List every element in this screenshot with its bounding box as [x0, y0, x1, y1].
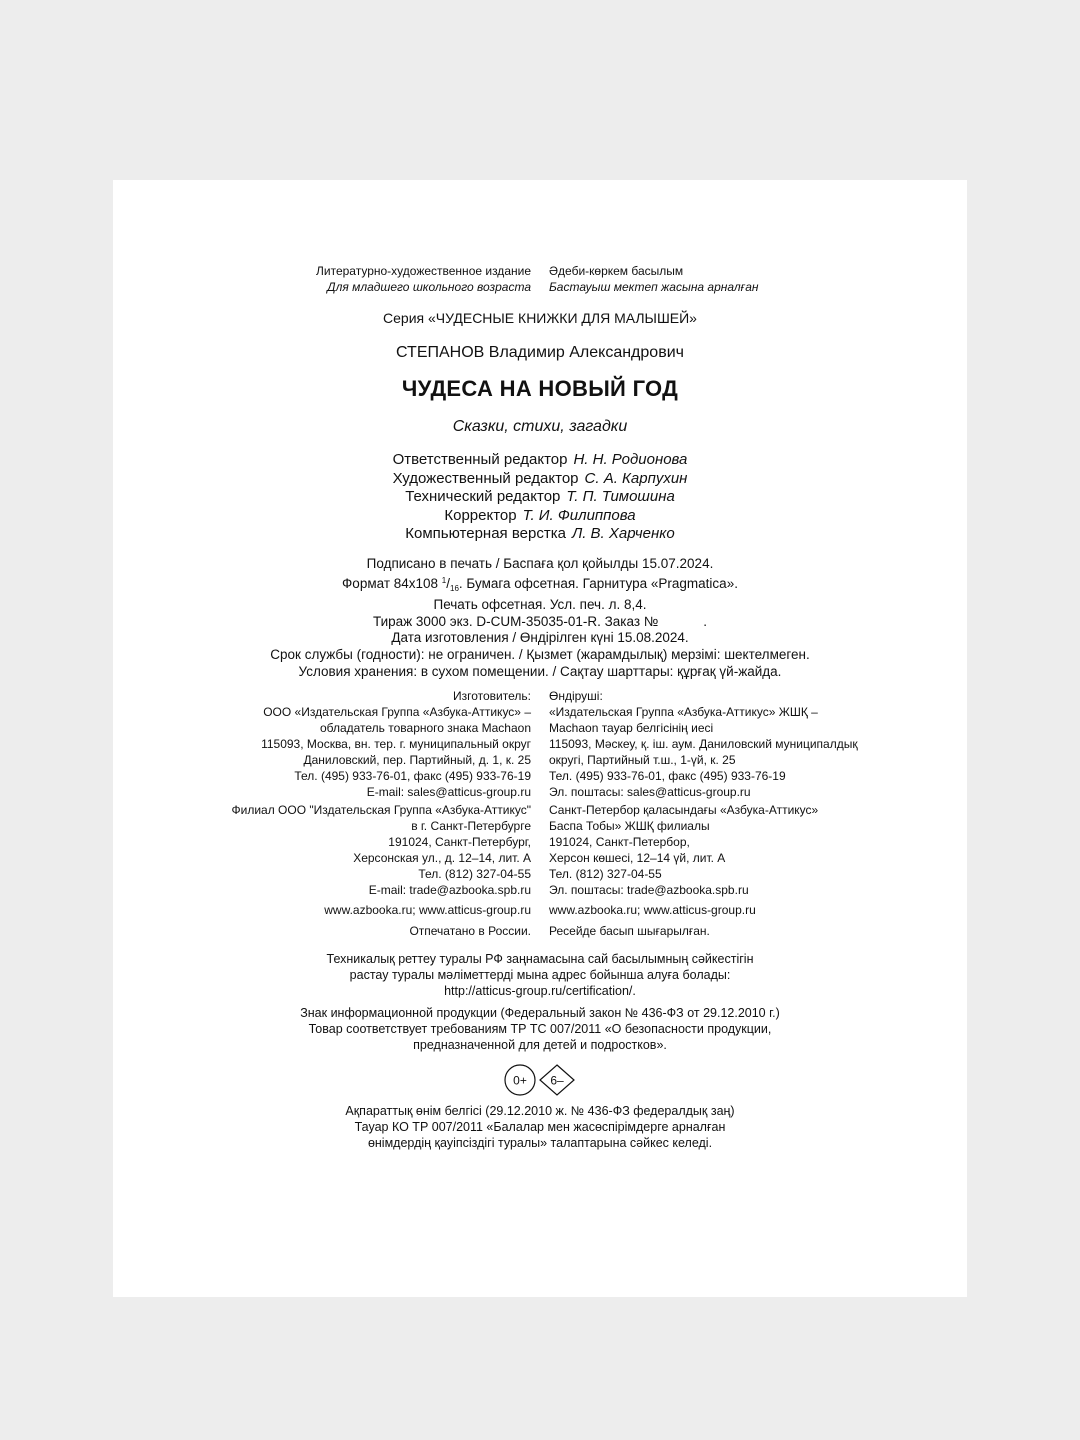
- editorial-staff: [113, 451, 967, 544]
- manufacturer-kz: Өндіруші: «Издательская Группа «Азбука-Аттикус» ЖШҚ – Machaon тауар белгісінің иесі 115093, Мәскеу, қ. іш. аум. Даниловский муниципалдық округі, Партийный т.ш., 1-үй, к. 25 Тел. (495) 933-76-01, факс (495) 933-76-19 Эл. поштасы: sales@atticus-group.ru: [549, 689, 858, 799]
- book-title: ЧУДЕСА НА НОВЫЙ ГОД: [401, 376, 679, 401]
- staff-row: Корректор Т. И. Филиппова: [444, 506, 636, 524]
- format-line: Формат 84х108 $^1/_{16}$. Бумага офсетная. Гарнитура «Pragmatica».: [342, 575, 738, 593]
- website-links-ru: www.azbooka.ru; www.atticus-group.ru: [324, 903, 531, 917]
- book-imprint-page: [113, 180, 967, 1297]
- age-group-ru: Для младшего школьного возраста: [327, 279, 531, 294]
- kz-info-product-note: Ақпараттық өнім белгісі (29.12.2010 ж. № 436-ФЗ федералдық заң) Тауар КО ТР 007/2011 «Балалар мен жасөспірімдерге арналған өнімдердің қауіпсіздігі туралы» талаптарына сәйкес келеді.: [345, 1104, 735, 1150]
- printed-in-ru: Отпечатано в России.: [409, 924, 531, 938]
- edition-type-kz: Әдеби-көркем басылым: [549, 264, 684, 278]
- print-type: Печать офсетная. Усл. печ. л. 8,4.: [433, 597, 647, 613]
- age-group-kz: Бастауыш мектеп жасына арналған: [549, 279, 759, 294]
- edition-type-ru: Литературно-художественное издание: [316, 264, 531, 278]
- author-name: СТЕПАНОВ Владимир Александрович: [396, 344, 684, 361]
- book-subtitle: Сказки, стихи, загадки: [452, 418, 628, 435]
- manufacturer-ru: Изготовитель: ООО «Издательская Группа «Азбука-Аттикус» – обладатель товарного знака Machaon 115093, Москва, вн. тер. г. муниципальный округ Даниловский, пер. Партийный, д. 1, к. 25 Тел. (495) 933-76-01, факс (495) 933-76-19 E-mail: sales@atticus-group.ru: [261, 689, 531, 799]
- staff-row: Технический редактор Т. П. Тимошина: [405, 488, 675, 505]
- branch-kz: Санкт-Петербор қаласындағы «Азбука-Аттикус» Баспа Тобы» ЖШҚ филиалы 191024, Санкт-Петербор, Херсон көшесі, 12–14 үй, лит. А Тел. (812) 327-04-55 Эл. поштасы: trade@azbooka.spb.ru: [549, 803, 819, 897]
- printed-in-kz: Ресейде басып шығарылған.: [549, 924, 710, 938]
- staff-row: Ответственный редактор Н. Н. Родионова: [392, 451, 688, 468]
- print-details: [113, 556, 967, 680]
- branch-ru: Филиал ООО "Издательская Группа «Азбука-Аттикус" в г. Санкт-Петербурге 191024, Санкт-Петербург, Херсонская ул., д. 12–14, лит. А Тел. (812) 327-04-55 E-mail: trade@azbooka.spb.ru: [231, 803, 531, 897]
- series-name: Серия «ЧУДЕСНЫЕ КНИЖКИ ДЛЯ МАЛЫШЕЙ»: [383, 310, 697, 326]
- website-links-kz: www.azbooka.ru; www.atticus-group.ru: [549, 903, 756, 917]
- staff-row: Художественный редактор С. А. Карпухин: [392, 469, 688, 487]
- tech-regulation-note: Техникалық реттеу туралы РФ заңнамасына сай басылымның сәйкестігін растау туралы мәліметтерді мына адрес бойынша алуға болады: http://atticus-group.ru/certification/.: [326, 952, 754, 998]
- service-life: Срок службы (годности): не ограничен. / Қызмет (жарамдылық) мерзімі: шектелмеген.: [270, 646, 810, 662]
- signed-to-print: Подписано в печать / Баспаға қол қойылды 15.07.2024.: [366, 556, 714, 571]
- age-circle-label: 0+: [513, 1073, 527, 1088]
- age-rating-signs: [113, 1062, 967, 1098]
- manufacture-date: Дата изготовления / Өндірілген күні 15.08.2024.: [391, 630, 689, 646]
- circulation: Тираж 3000 экз. D-CUM-35035-01-R. Заказ № .: [372, 613, 708, 629]
- storage-conditions: Условия хранения: в сухом помещении. / Сақтау шарттары: құрғақ үй-жайда.: [298, 663, 782, 679]
- age-diamond-sign: [540, 1065, 574, 1095]
- age-diamond-label: 6–: [550, 1073, 564, 1088]
- staff-row: Компьютерная верстка Л. В. Харченко: [405, 525, 675, 542]
- age-circle-sign: [505, 1065, 535, 1095]
- info-product-sign-note: Знак информационной продукции (Федеральный закон № 436-ФЗ от 29.12.2010 г.) Товар соответствует требованиям ТР ТС 007/2011 «О безопасности продукции, предназначенной для детей и подростков».: [300, 1006, 780, 1052]
- edition-header: [113, 264, 967, 295]
